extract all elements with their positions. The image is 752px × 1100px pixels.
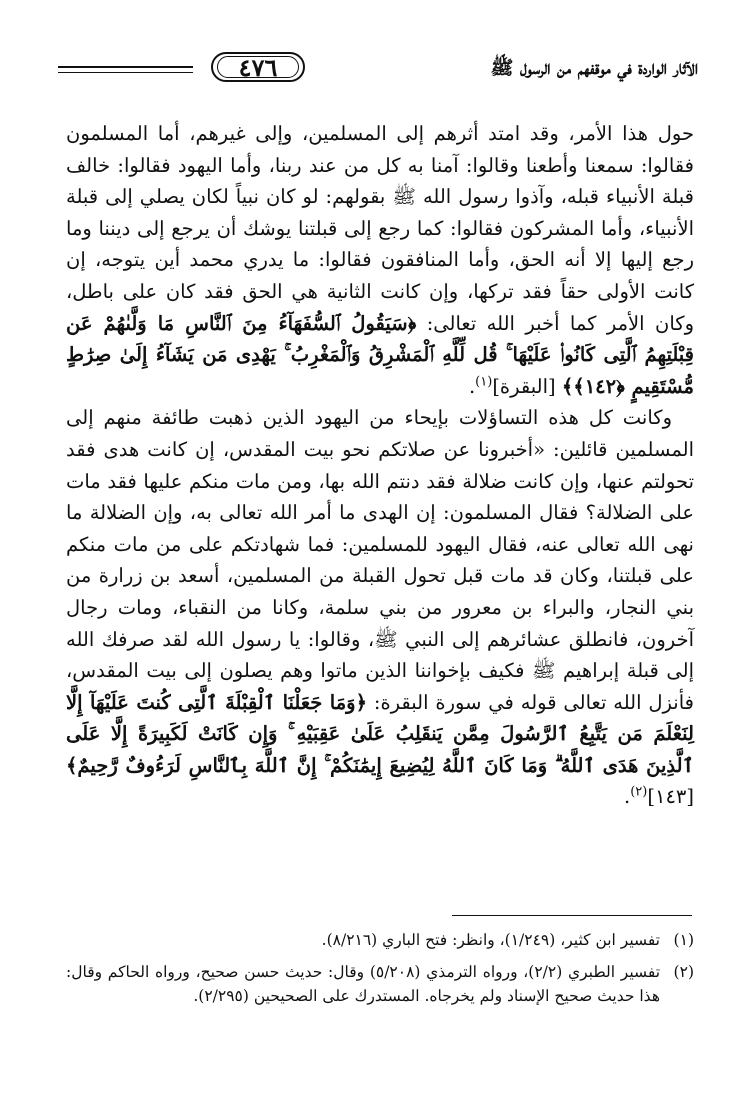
footnote [66, 928, 694, 952]
paragraph-1: حول هذا الأمر، وقد امتد أثرهم إلى المسلمين، وإلى غيرهم، أما المسلمون فقالوا: سمعنا وأطعنا وقالوا: آمنا به كل من عند ربنا، وأما اليهود فقالوا: خالف قبلة الأنبياء قبله، وآذوا رسول الله ﷺ بقولهم: لو كان نبياً لكان يصلي إلى قبلة الأنبياء، وأما المشركون فقالوا: كما رجع إلى قبلتنا يوشك أن يرجع إلى ديننا وما رجع إليها إلا أنه الحق، وأما المنافقون فقالوا: ما يدري محمد أين يتوجه، إن كانت الأولى حقاً فقد تركها، وإن كانت الثانية هي الحق فقد كان على باطل، وكان الأمر كما أخبر الله تعالى: ﴿سَيَقُولُ ٱلسُّفَهَآءُ مِنَ ٱلنَّاسِ مَا وَلَّىٰهُمْ عَن قِبْلَتِهِمُ ٱلَّتِى كَانُوا۟ عَلَيْهَا ۚ قُل لِّلَّهِ ٱلْمَشْرِقُ وَٱلْمَغْرِبُ ۚ يَهْدِى مَن يَشَآءُ إِلَىٰ صِرَٰطٍ مُّسْتَقِيمٍ ﴿١٤٢﴾﴾ [البقرة]$^{(١)}$. [66, 122, 694, 398]
footnote-text: تفسير ابن كثير، (١/٢٤٩)، وانظر: فتح الباري (٨/٢١٦). [321, 931, 660, 949]
paragraph-2: وكانت كل هذه التساؤلات بإيحاء من اليهود الذين ذهبت طائفة منهم إلى المسلمين قائلين: «أخبرونا عن صلاتكم نحو بيت المقدس، إن كانت هدى فقد تحولتم عنها، وإن كانت ضلالة فقد دنتم الله بها، ومن مات منكم عليها فقد مات على الضلالة؟ فقال المسلمون: إن الهدى ما أمر الله تعالى به، وإن الضلالة ما نهى الله تعالى عنه، فقال اليهود للمسلمين: فما شهادتكم على من مات منكم على قبلتنا، وكان قد مات قبل تحول القبلة من المسلمين، أسعد بن زرارة من بني النجار، والبراء بن معرور من بني سلمة، وكانا من النقباء، ومات رجال آخرون، فانطلق عشائرهم إلى النبي ﷺ، وقالوا: يا رسول الله لقد صرفك الله إلى قبلة إبراهيم ﷺ فكيف بإخواننا الذين ماتوا وهم يصلون إلى بيت المقدس، فأنزل الله تعالى قوله في سورة البقرة: ﴿وَمَا جَعَلْنَا ٱلْقِبْلَةَ ٱلَّتِى كُنتَ عَلَيْهَآ إِلَّا لِنَعْلَمَ مَن يَتَّبِعُ ٱلرَّسُولَ مِمَّن يَنقَلِبُ عَلَىٰ عَقِبَيْهِ ۚ وَإِن كَانَتْ لَكَبِيرَةً إِلَّا عَلَى ٱلَّذِينَ هَدَى ٱللَّهُ ۗ وَمَا كَانَ ٱللَّهُ لِيُضِيعَ إِيمَٰنَكُمْ ۚ إِنَّ ٱللَّهَ بِٱلنَّاسِ لَرَءُوفٌ رَّحِيمٌ﴾ [١٤٣]$^{(٢)}$. [66, 406, 694, 809]
verse-reference-2: [١٤٣] [647, 785, 694, 809]
footnote-separator [452, 915, 692, 916]
paragraph-1-text: حول هذا الأمر، وقد امتد أثرهم إلى المسلمين، وإلى غيرهم، أما المسلمون فقالوا: سمعنا وأطعنا وقالوا: آمنا به كل من عند ربنا، وأما اليهود فقالوا: خالف قبلة الأنبياء قبله، وآذوا رسول الله ﷺ بقولهم: لو كان نبياً لكان يصلي إلى قبلة الأنبياء، وأما المشركون فقالوا: كما رجع إلى قبلتنا يوشك أن يرجع إلى ديننا وما رجع إليها إلا أنه الحق، وأما المنافقون فقالوا: ما يدري محمد أين يتوجه، إن كانت الأولى حقاً فقد تركها، وإن كانت الثانية هي الحق فقد كان على باطل، وكان الأمر كما أخبر الله تعالى: [66, 122, 694, 335]
footnote-marker-2: (٢) [630, 784, 648, 800]
footnote-number: (٢) [673, 963, 694, 981]
footnote [66, 960, 694, 1008]
footnote-text: تفسير الطبري (٢/٢)، ورواه الترمذي (٥/٢٠٨) وقال: حديث حسن صحيح، ورواه الحاكم وقال: هذا حديث صحيح الإسناد ولم يخرجاه. المستدرك على الصحيحين (٢/٢٩٥). [66, 963, 661, 1005]
verse-reference-1: [البقرة] [492, 374, 556, 398]
footnote-marker-1: (١) [475, 374, 493, 390]
page-header [58, 52, 698, 98]
page-number: ٤٧٦ [203, 50, 313, 84]
main-text [66, 118, 694, 813]
paragraph-2-text: وكانت كل هذه التساؤلات بإيحاء من اليهود الذين ذهبت طائفة منهم إلى المسلمين قائلين: «أخبرونا عن صلاتكم نحو بيت المقدس، إن كانت هدى فقد تحولتم عنها، وإن كانت ضلالة فقد دنتم الله بها، ومن مات منكم عليها فقد مات على الضلالة؟ فقال المسلمون: إن الهدى ما أمر الله تعالى به، وإن الضلالة ما نهى الله تعالى عنه، فقال اليهود للمسلمين: فما شهادتكم على من مات منكم على قبلتنا، وكان قد مات قبل تحول القبلة من المسلمين، أسعد بن زرارة من بني النجار، والبراء بن معرور من بني سلمة، وكانا من النقباء، ومات رجال آخرون، فانطلق عشائرهم إلى النبي ﷺ، وقالوا: يا رسول الله لقد صرفك الله إلى قبلة إبراهيم ﷺ فكيف بإخواننا الذين ماتوا وهم يصلون إلى بيت المقدس، فأنزل الله تعالى قوله في سورة البقرة: [66, 406, 694, 714]
running-title: الآثار الواردة في موقفهم من الرسول ﷺ [490, 57, 698, 79]
quran-verse-2: ﴿وَمَا جَعَلْنَا ٱلْقِبْلَةَ ٱلَّتِى كُنتَ عَلَيْهَآ إِلَّا لِنَعْلَمَ مَن يَتَّبِعُ ٱلرَّسُولَ مِمَّن يَنقَلِبُ عَلَىٰ عَقِبَيْهِ ۚ وَإِن كَانَتْ لَكَبِيرَةً إِلَّا عَلَى ٱلَّذِينَ هَدَى ٱللَّهُ ۗ وَمَا كَانَ ٱللَّهُ لِيُضِيعَ إِيمَٰنَكُمْ ۚ إِنَّ ٱللَّهَ بِٱلنَّاسِ لَرَءُوفٌ رَّحِيمٌ﴾ [66, 690, 694, 777]
quran-verse-1: ﴿سَيَقُولُ ٱلسُّفَهَآءُ مِنَ ٱلنَّاسِ مَا وَلَّىٰهُمْ عَن قِبْلَتِهِمُ ٱلَّتِى كَانُوا۟ عَلَيْهَا ۚ قُل لِّلَّهِ ٱلْمَشْرِقُ وَٱلْمَغْرِبُ ۚ يَهْدِى مَن يَشَآءُ إِلَىٰ صِرَٰطٍ مُّسْتَقِيمٍ ﴿١٤٢﴾﴾ [66, 311, 694, 398]
footnotes [66, 928, 694, 1016]
footnote-number: (١) [673, 931, 694, 949]
header-rule-thick [58, 66, 193, 68]
header-rule-thin [58, 72, 193, 73]
